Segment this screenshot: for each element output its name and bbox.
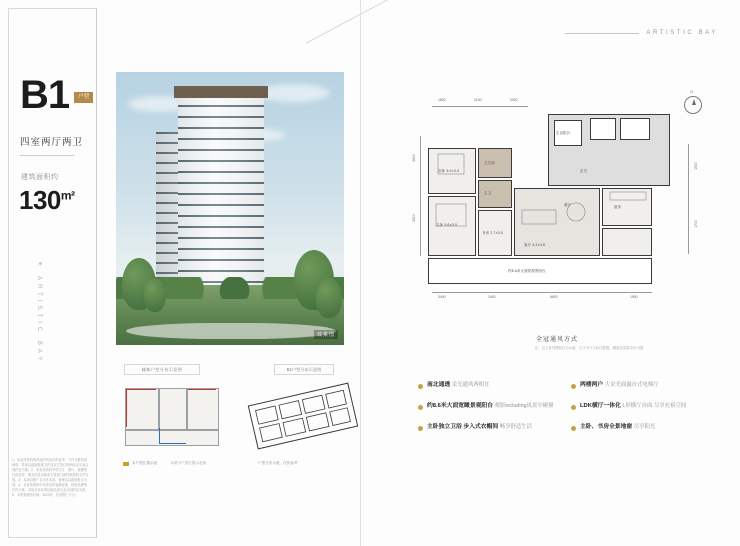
dim-bottom-4: 1900 (630, 295, 638, 299)
feature-desc: 采光通风两相宜 (451, 382, 490, 388)
bubble-diagram (244, 380, 362, 452)
brand-rule (565, 33, 639, 34)
area-value-block (19, 185, 75, 216)
dim-bottom-2: 2400 (488, 295, 496, 299)
room-label-entry-garden: 玄关 (580, 169, 588, 173)
dim-bottom-1: 3400 (438, 295, 446, 299)
dim-bottom-3: 6600 (550, 295, 558, 299)
unit-rule (20, 155, 74, 156)
floorplan (404, 92, 704, 310)
feature-list (418, 382, 708, 431)
feature-desc: 尽享阳光 (633, 423, 656, 430)
mini-plan-block (159, 388, 187, 430)
mini-plan-footnote: 本图为户型位置示意图 (170, 461, 207, 465)
feature-item (571, 382, 708, 390)
room-label-balcony: 约8.6米大面宽观景阳台 (508, 269, 546, 273)
unit-code-tag: 户型 (74, 92, 93, 103)
area-unit: m² (60, 188, 75, 203)
mini-plan-axis (160, 443, 186, 444)
feature-title: 主卧、书房全景地窗 (580, 423, 633, 430)
frame-line-top (8, 8, 96, 9)
mini-plan-header: 楼栋户型分布示意图 (124, 364, 200, 375)
mini-plan-axis (159, 428, 160, 444)
floorplan-title: 全冠通风方式 (536, 337, 579, 343)
bullet-dot-icon (571, 426, 576, 431)
dim-line-right (688, 144, 689, 254)
dim-top-1: 1800 (438, 98, 446, 102)
dim-left-1: 2600 (411, 154, 416, 162)
mini-plan-block (125, 388, 159, 430)
tree (316, 278, 342, 318)
rendering-caption: 效果图 (314, 330, 338, 339)
bullet-dot-icon (418, 426, 423, 431)
bullet-dot-icon (418, 405, 423, 410)
side-dot (39, 262, 42, 265)
room-label-master-bathroom: 主卫 (484, 191, 492, 195)
room-utility-balcony (602, 228, 652, 256)
dim-left-2: 3300 (411, 214, 416, 222)
mini-plan-legend (123, 461, 206, 466)
area-value: 130 (19, 185, 61, 215)
floorplan-note: 注：以上家具摆放仅为示意，尺寸为尺寸标注数据，精装以实际交付为准 (534, 346, 644, 350)
feature-title: 主卧独立卫浴 步入式衣帽间 (427, 423, 499, 430)
bubble-caption: 户型分布示意，仅供参考 (258, 461, 298, 465)
frame-line-bottom (8, 537, 96, 538)
brand-name: ARTISTIC BAY (646, 30, 718, 36)
unit-code-block (20, 73, 93, 117)
building-rendering (116, 72, 344, 345)
room-stair (590, 118, 616, 140)
unit-layout: 四室两厅两卫 (20, 137, 84, 148)
room-label-study: 书房 2.7×3.0 (482, 231, 504, 235)
compass-north-label: N (690, 89, 693, 94)
room-label-kitchen: 厨房 (614, 205, 622, 209)
room-lift-shaft (620, 118, 650, 140)
bullet-dot-icon (571, 384, 576, 389)
tree (144, 278, 166, 312)
room-label-living-room: 客厅 4.2×4.5 (524, 243, 546, 247)
dim-right-1: 1500 (693, 162, 698, 170)
dim-top-2: 2100 (474, 98, 482, 102)
walkway (126, 323, 336, 339)
bubble-svg (244, 380, 362, 452)
feature-desc: 大采光面露台式电梯厅 (604, 382, 659, 388)
room-label-master-bedroom: 主卧 3.6×3.9 (436, 223, 458, 227)
feature-item (571, 403, 708, 411)
legal-disclaimer: 1、本宣传资料所涉及的内容仅供参考，不作为要约或承诺，具体以政府批准文件及双方签订的商品房买卖合同约定为准。2、本宣传资料中的文字、图片、数据等仅供参考，相关信息以政府主管部门最终批准的文件为准。3、本项目推广名为艺术湾，备案名以政府批文为准。4、本宣传资料中所涉及的装修标准、材料品牌等仅作示意，实际交付标准以商品房买卖合同约定为准。5、本资料制作时间：2023年，有效期三个月。 (12, 458, 89, 497)
mini-plan-block (187, 388, 219, 430)
room-label-secondary-bedroom: 次卧 3.0×3.3 (438, 169, 460, 173)
mini-plan-highlight (126, 389, 156, 390)
dim-line-top (432, 106, 528, 107)
feature-title: 约8.6米大面宽瞰景观阳台 (427, 402, 494, 409)
feature-title: 两楼两户 (580, 382, 604, 388)
dim-right-2: 1700 (693, 220, 698, 228)
room-kitchen (602, 188, 652, 226)
legend-swatch (123, 462, 129, 466)
feature-title: 南北通透 (427, 382, 451, 388)
mini-plan (113, 378, 231, 456)
mini-plan-highlight (126, 389, 127, 427)
feature-item (418, 403, 555, 411)
divider-vertical-left (96, 8, 97, 538)
room-label-elevator: 生活阳台 (556, 131, 571, 135)
room-label-dining-room: 餐厅 (564, 203, 572, 207)
brand-header (565, 30, 718, 36)
unit-code: B1 (20, 73, 70, 117)
mini-plan-highlight (188, 389, 216, 390)
frame-line-left (8, 8, 9, 538)
divider-vertical-center (360, 0, 361, 546)
bubble-header: B1户型分布示意图 (274, 364, 334, 375)
bullet-dot-icon (571, 405, 576, 410)
decorative-diagonal (306, 0, 426, 58)
feature-desc: 畅享舒适生活 (499, 423, 533, 430)
legend-text: 本户型位置示意 (132, 461, 158, 465)
feature-desc: L形横厅台面 尽享充裕空间 (622, 402, 687, 409)
dim-top-3: 3000 (510, 98, 518, 102)
feature-item (418, 424, 555, 432)
room-label-bathroom: 卫生间 (484, 161, 495, 165)
dim-line-left (420, 136, 421, 256)
tower-crown (174, 86, 268, 98)
feature-title: LDK横厅一体化 (580, 402, 621, 409)
feature-desc: 观影including风景中碰撞 (494, 402, 554, 409)
feature-item (571, 424, 708, 432)
area-label: 建筑面积约 (21, 174, 59, 181)
feature-item (418, 382, 555, 390)
dim-line-bottom (432, 292, 652, 293)
side-brand-vertical: ARTISTIC BAY (36, 276, 42, 365)
bullet-dot-icon (418, 384, 423, 389)
